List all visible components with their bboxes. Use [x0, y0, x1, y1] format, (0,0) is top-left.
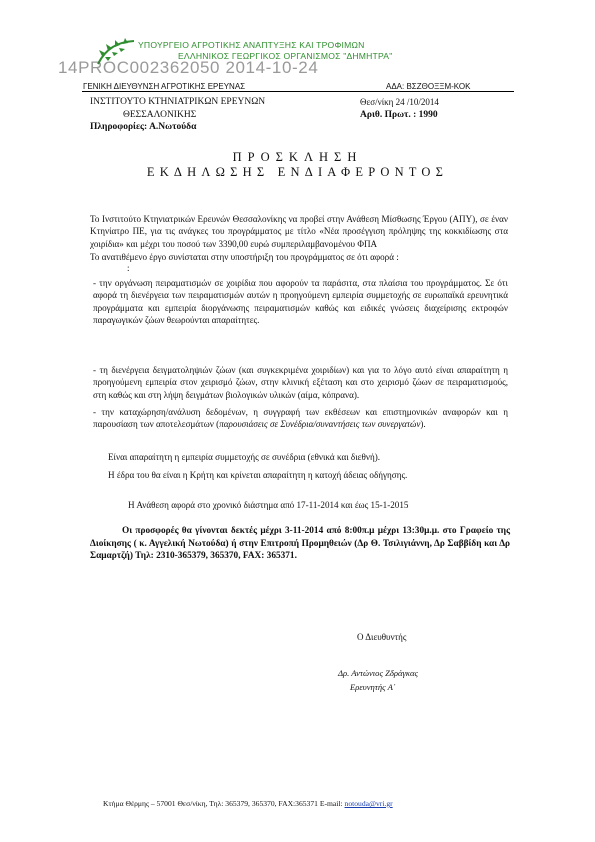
duty-item-analysis-italic: παρουσιάσεις σε Συνέδρια/συναντήσεις των συνεργατών — [219, 419, 421, 430]
offers-deadline: Οι προσφορές θα γίνονται δεκτές μέχρι 3-11-2014 από 8:00π.μ μέχρι 13:30μ.μ. στο Γραφείο της Διοίκησης ( κ. Αγγελική Νωτούδα) ή στην Επιτροπή Προμηθειών (Δρ Θ. Τσιλιγιάννη, Δρ Σαββίδη και Δρ Σαμαρτζή) Τηλ: 2310-365379, 365370, FAX: 365371. — [90, 526, 510, 561]
document-subtitle: ΕΚΔΗΛΩΣΗΣ ΕΝΔΙΑΦΕΡΟΝΤΟΣ — [146, 165, 449, 179]
requirement-location: Η έδρα του θα είναι η Κρήτη και κρίνεται απαραίτητη η κατοχή άδειας οδήγησης. — [108, 470, 408, 480]
signatory-role: Ερευνητής Α΄ — [350, 682, 396, 692]
scope-paragraph: Το ανατιθέμενο έργο συνίσταται στην υποστήριξη του προγράμματος σε ότι αφορά : — [90, 252, 399, 262]
scope-colon: : — [127, 263, 130, 273]
footer-contact — [103, 799, 393, 808]
header-divider — [82, 91, 514, 92]
ministry-name: ΥΠΟΥΡΓΕΙΟ ΑΓΡΟΤΙΚΗΣ ΑΝΑΠΤΥΞΗΣ ΚΑΙ ΤΡΟΦΙΜΩΝ — [138, 40, 365, 50]
general-directorate: ΓΕΝΙΚΗ ΔΙΕΥΘΥΝΣΗ ΑΓΡΟΤΙΚΗΣ ΕΡΕΥΝΑΣ — [83, 82, 246, 91]
contract-period: Η Ανάθεση αφορά στο χρονικό διάστημα από 17-11-2014 και έως 15-1-2015 — [128, 500, 409, 510]
footer-email-link[interactable]: notouda@vri.gr — [344, 799, 393, 808]
duty-item-analysis-end: ). — [420, 419, 426, 430]
protocol-number: Αριθ. Πρωτ. : 1990 — [360, 110, 438, 120]
duty-item-sampling: - τη διενέργεια δειγματοληψιών ζώων (και συγκεκριμένα χοιριδίων) και για το λόγο αυτό είναι απαραίτητη η προηγούμενη εμπειρία στον χειρισμό ζώων, στην κλινική εξέταση και στο χειρισμό ζώων σε πειραματισμούς, στη καθώς και στη λήψη δειγμάτων βιολογικών υλικών (αίμα, κόπρανα). — [93, 365, 508, 400]
requirement-conferences: Είναι απαραίτητη η εμπειρία συμμετοχής σε συνέδρια (εθνικά και διεθνή). — [108, 452, 381, 462]
document-title: ΠΡΟΣΚΛΗΣΗ — [232, 150, 363, 164]
organization-name: ΕΛΛΗΝΙΚΟΣ ΓΕΩΡΓΙΚΟΣ ΟΡΓΑΝΙΣΜΟΣ "ΔΗΜΗΤΡΑ" — [178, 50, 393, 61]
duty-item-analysis-text: - την καταχώρηση/ανάλυση δεδομένων, η συγγραφή των εκθέσεων και επιστημονικών αναφορών και η παρουσίαση των αποτελεσμάτων ( — [93, 407, 508, 430]
duty-item-experiments: - την οργάνωση πειραματισμών σε χοιρίδια που αφορούν τα παράσιτα, στα πλαίσια του προγράμματος. Σε ότι αφορά τη διενέργεια των πειραματισμών αυτών η προηγούμενη εμπειρία συμμετοχής σε ευρωπαϊκά ερευνητικά προγράμματα και εμπειρία διοργάνωσης πειραματισμών καθώς και ειδικές γνώσεις διαχείρισης εκτροφών παραγωγικών ζώων θεωρούνται απαραίτητες. — [93, 278, 508, 325]
signatory-name: Δρ. Αντώνιος Ζδράγκας — [338, 668, 419, 678]
signatory-title: Ο Διευθυντής — [357, 632, 407, 642]
intro-paragraph: Το Ινστιτούτο Κτηνιατρικών Ερευνών Θεσσαλονίκης να προβεί στην Ανάθεση Μίσθωσης Έργου (ΑΠΥ), σε έναν Κτηνίατρο ΠΕ, για τις ανάγκες του προγράμματος με τίτλο «Νέα προσέγγιση πρόληψης της κοκκιδίωσης στα χοιρίδια» και μέχρι του ποσού των 3390,00 ευρώ συμπεριλαμβανομένου ΦΠΑ — [90, 214, 508, 249]
info-contact: Πληροφορίες: Α.Νωτούδα — [90, 122, 197, 132]
institute-name: ΙΝΣΤΙΤΟΥΤΟ ΚΤΗΝΙΑΤΡΙΚΩΝ ΕΡΕΥΝΩΝ — [90, 97, 266, 107]
document-date: Θεσ/νίκη 24 /10/2014 — [360, 97, 439, 107]
footer-address: Κτήμα Θέρμης – 57001 Θεσ/νίκη, Τηλ: 365379, 365370, FAX:365371 E-mail: — [103, 799, 345, 808]
ada-code: ΑΔΑ: ΒΣΖΘΟΞΞΜ-ΚΟΚ — [386, 82, 471, 91]
duty-item-analysis — [93, 406, 508, 431]
diavgeia-watermark: 14PROC002362050 2014-10-24 — [58, 58, 319, 77]
institute-city: ΘΕΣΣΑΛΟΝΙΚΗΣ — [123, 110, 197, 120]
